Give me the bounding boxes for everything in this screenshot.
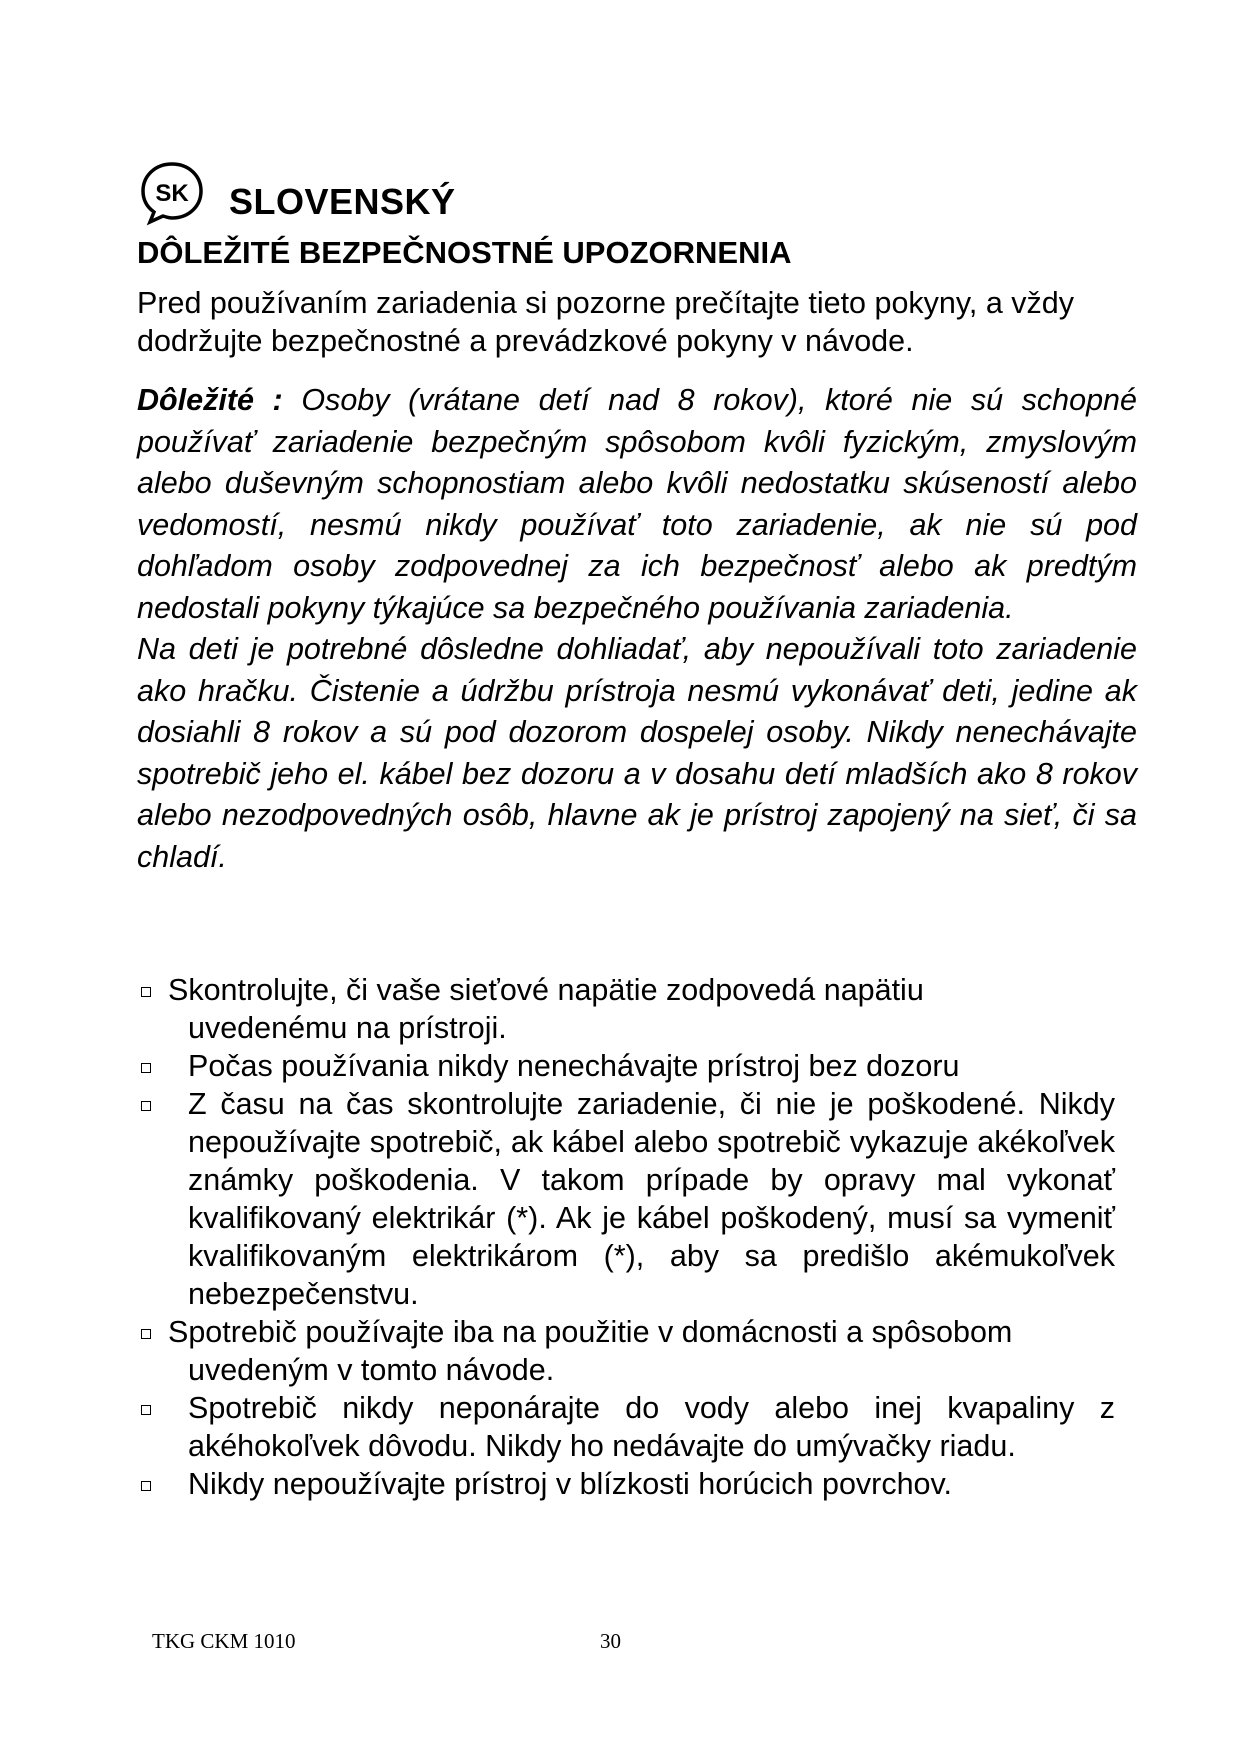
warning-lead: Dôležité : bbox=[137, 383, 283, 417]
checkbox-bullet-icon bbox=[141, 987, 151, 997]
section-heading: DÔLEŽITÉ BEZPEČNOSTNÉ UPOZORNENIA bbox=[137, 235, 792, 270]
list-item bbox=[130, 1389, 1115, 1465]
list-item-text: Skontrolujte, či vaše sieťové napätie zodpovedá napätiu bbox=[168, 973, 924, 1007]
warning-paragraph-2: Na deti je potrebné dôsledne dohliadať, aby nepoužívali toto zariadenie ako hračku. Čistenie a údržbu prístroja nesmú vykonávať deti, jedine ak dosiahli 8 rokov a sú pod dozorom dospelej osoby. Nikdy nenechávajte spotrebič jeho el. kábel bez dozoru a v dosahu detí mladších ako 8 rokov alebo nezodpovedných osôb, hlavne ak je prístroj zapojený na sieť, či sa chladí. bbox=[137, 632, 1137, 874]
list-item-text: Počas používania nikdy nenechávajte prístroj bez dozoru bbox=[188, 1049, 960, 1083]
important-warning bbox=[137, 380, 1137, 878]
safety-checklist bbox=[130, 971, 1115, 1503]
list-item-text: Spotrebič nikdy neponárajte do vody alebo inej kvapaliny z akéhokoľvek dôvodu. Nikdy ho nedávajte do umývačky riadu. bbox=[188, 1391, 1115, 1463]
list-item bbox=[130, 1465, 1115, 1503]
checkbox-bullet-icon bbox=[141, 1329, 151, 1339]
list-item-text: Z času na čas skontrolujte zariadenie, či nie je poškodené. Nikdy nepoužívajte spotrebič, ak kábel alebo spotrebič vykazuje akékoľvek známky poškodenia. V takom prípade by opravy mal vykonať kvalifikovaný elektrikár (*). Ak je kábel poškodený, musí sa vymeniť kvalifikovaným elektrikárom (*), aby sa predišlo akémukoľvek nebezpečenstvu. bbox=[188, 1087, 1115, 1311]
speech-bubble-icon bbox=[137, 158, 207, 228]
warning-paragraph-1 bbox=[137, 380, 1137, 629]
checkbox-bullet-icon bbox=[141, 1063, 151, 1073]
list-item bbox=[130, 1047, 1115, 1085]
checkbox-bullet-icon bbox=[141, 1481, 151, 1491]
footer-model-number: TKG CKM 1010 bbox=[152, 1629, 296, 1653]
list-item-text: Nikdy nepoužívajte prístroj v blízkosti horúcich povrchov. bbox=[188, 1467, 952, 1501]
list-item-text-continued: uvedeným v tomto návode. bbox=[188, 1353, 555, 1387]
list-item bbox=[130, 1085, 1115, 1313]
checkbox-bullet-icon bbox=[141, 1405, 151, 1415]
intro-paragraph: Pred používaním zariadenia si pozorne prečítajte tieto pokyny, a vždy dodržujte bezpečnostné a prevádzkové pokyny v návode. bbox=[137, 286, 1074, 358]
language-code-badge: SK bbox=[155, 180, 189, 207]
warning-text-1: Osoby (vrátane detí nad 8 rokov), ktoré nie sú schopné používať zariadenie bezpečným spôsobom kvôli fyzickým, zmyslovým alebo duševným schopnostiam alebo kvôli nedostatku skúseností alebo vedomostí, nesmú nikdy používať toto zariadenie, ak nie sú pod dohľadom osoby zodpovednej za ich bezpečnosť alebo ak predtým nedostali pokyny týkajúce sa bezpečného používania zariadenia. bbox=[137, 383, 1137, 625]
list-item bbox=[130, 1313, 1115, 1389]
checkbox-bullet-icon bbox=[141, 1101, 151, 1111]
list-item bbox=[130, 971, 1115, 1047]
language-title: SLOVENSKÝ bbox=[229, 181, 456, 222]
page-number: 30 bbox=[600, 1629, 621, 1653]
list-item-text-continued: uvedenému na prístroji. bbox=[188, 1011, 507, 1045]
list-item-text: Spotrebič používajte iba na použitie v domácnosti a spôsobom bbox=[168, 1315, 1013, 1349]
